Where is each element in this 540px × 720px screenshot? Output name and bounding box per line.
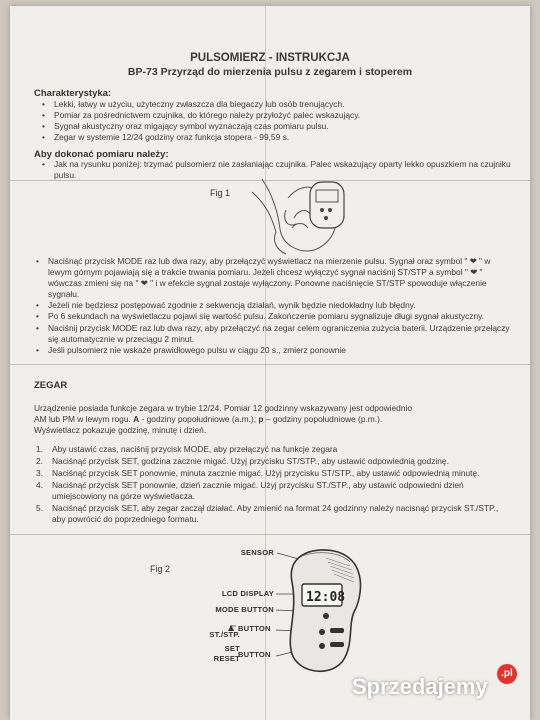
- measure-heading: Aby dokonać pomiaru należy:: [34, 149, 169, 160]
- device-body-icon: [290, 550, 360, 671]
- reset-button-icon: [319, 643, 325, 649]
- reset-label: RESET: [213, 654, 240, 663]
- list-item-text: Naciśnąć przycisk SET ponownie, dzień zacznie migać. Użyj przycisku ST./STP., aby ustawić odpowiedni dzień umiejscowiony na górze wyświetlacza.: [52, 480, 464, 501]
- list-item-number: 4.: [36, 480, 43, 490]
- list-item: • Naciśnij przycisk MODE raz lub dwa razy, aby przełączyć na zegar celem ograniczenia zużycia baterii. Urządzenie przełączy się automatycznie w przeciągu 2 minut.: [34, 323, 514, 345]
- clock-steps-list: [36, 444, 514, 526]
- clock-intro-line-1: Urządzenie posiada funkcje zegara w trybie 12/24. Pomiar 12 godzinny wskazywany jest odpowiednio: [34, 403, 413, 413]
- list-item-number: 1.: [36, 444, 43, 454]
- reset-button-label: BUTTON: [238, 650, 271, 659]
- measurement-steps-list: [34, 256, 514, 356]
- st-stp-label: ST./STP.: [209, 630, 240, 639]
- list-item: [36, 456, 514, 467]
- clock-intro-line-3: Wyświetlacz pokazuje godzinę, minutę i dzień.: [34, 425, 207, 436]
- document-subtitle: BP-73 Przyrząd do mierzenia pulsu z zegarem i stoperem: [127, 66, 413, 78]
- list-item: • Pomiar za pośrednictwem czujnika, do którego należy przyłożyć palec wskazujący.: [40, 110, 500, 121]
- fig1-illustration: [242, 174, 362, 260]
- list-item: [36, 444, 514, 455]
- list-item: [36, 503, 514, 525]
- list-item: • Po 6 sekundach na wyświetlaczu pojawi się wartość pulsu. Zakończenie pomiaru sygnalizuje długi sygnał akustyczny.: [34, 311, 514, 322]
- set-label: SET: [224, 644, 240, 653]
- fig2-label: Fig 2: [150, 564, 171, 574]
- fold-line-2: [10, 364, 530, 365]
- mode-button-icon: [323, 613, 329, 619]
- clock-intro: [34, 403, 516, 436]
- list-item-number: 5.: [36, 503, 43, 513]
- clock-intro-text-c: – godziny popołudniowe (p.m.).: [263, 414, 383, 425]
- clock-intro-text-b: - godziny popołudniowe (a.m.);: [139, 414, 259, 425]
- list-item: • Sygnał akustyczny oraz migający symbol wyznaczają czas pomiaru pulsu.: [40, 121, 500, 132]
- lcd-display-value: 12:08: [306, 590, 346, 605]
- watermark-logo: Sprzedajemy: [352, 674, 488, 699]
- st-stp-button-label: BUTTON: [238, 624, 271, 633]
- st-stp-button-icon: [319, 629, 325, 635]
- characteristics-heading: Charakterystyka:: [34, 88, 112, 99]
- list-item: • Naciśnąć przycisk MODE raz lub dwa razy, aby przełączyć wyświetlacz na mierzenie pulsu. Sygnał oraz symbol " ❤ " w lewym górnym pojawiają się a trakcie trwania pomiaru. Jeżeli chcesz wyłączyć sygnał naciśnij ST/STP a symbol " ❤ " wówczas zmieni się na " ❤ " i w efekcie sygnał zostaje wyłączony. Ponowne naciśnięcie ST/STP spowoduje włączenie sygnału.: [34, 256, 514, 300]
- list-item-text: Naciśnąć przycisk SET, godzina zacznie migać. Użyj przycisku ST/STP., aby ustawić odpowiednią godzinę.: [52, 456, 449, 466]
- clock-heading: ZEGAR: [34, 380, 68, 391]
- list-item-text: Naciśnąć przycisk SET ponownie, minuta zacznie migać. Użyj przycisku ST/STP., aby ustawić odpowiednią minutę.: [52, 468, 480, 478]
- st-stp-arrow-icon: ▲: [228, 623, 235, 632]
- list-item: • Jeżeli nie będziesz postępować zgodnie z sekwencją działań, wynik będzie niedokładny lub błędny.: [34, 300, 514, 311]
- list-item: [36, 468, 514, 479]
- instruction-sheet: [10, 6, 530, 720]
- list-item: • Lekki, łatwy w użyciu, użyteczny zwłaszcza dla biegaczy lub osób trenujących.: [40, 99, 500, 110]
- fold-line-3: [10, 534, 530, 535]
- clock-intro-line-2: [34, 414, 516, 425]
- watermark-badge: .pl: [497, 664, 517, 684]
- list-item-text: Naciśnąć przycisk SET, aby zegar zaczął działać. Aby zmienić na format 24 godzinny należy nacisnąć przycisk ST./STP., aby powrócić do poprzedniego formatu.: [52, 503, 499, 524]
- clock-intro-am-letter: A: [133, 414, 140, 425]
- list-item: [36, 480, 514, 502]
- list-item-number: 2.: [36, 456, 43, 466]
- lcd-display-label: LCD DISPLAY: [221, 589, 274, 598]
- mode-button-label: MODE BUTTON: [215, 605, 274, 614]
- list-item-number: 3.: [36, 468, 43, 478]
- fig1-label: Fig 1: [210, 188, 231, 198]
- sensor-label: SENSOR: [240, 548, 274, 557]
- list-item-text: Aby ustawić czas, naciśnij przycisk MODE, aby przełączyć na funkcje zegara: [52, 444, 338, 454]
- characteristics-list: [40, 99, 500, 143]
- list-item: • Jak na rysunku poniżej: trzymać pulsomierz nie zasłaniając czujnika. Palec wskazujący oparty lekko opuszkiem na czujniku pulsu.: [40, 159, 512, 181]
- clock-intro-text-a: AM lub PM w lewym rogu.: [34, 414, 134, 425]
- list-item: • Jeśli pulsomierz nie wskaże prawidłowego pulsu w ciągu 20 s., zmierz ponownie: [34, 345, 514, 356]
- document-title: PULSOMIERZ - INSTRUKCJA: [190, 52, 350, 64]
- list-item: • Zegar w systemie 12/24 godziny oraz funkcja stopera - 99,59 s.: [40, 132, 500, 143]
- fig2-device-diagram: [222, 542, 372, 682]
- clock-intro-pm-letter: p: [258, 414, 264, 425]
